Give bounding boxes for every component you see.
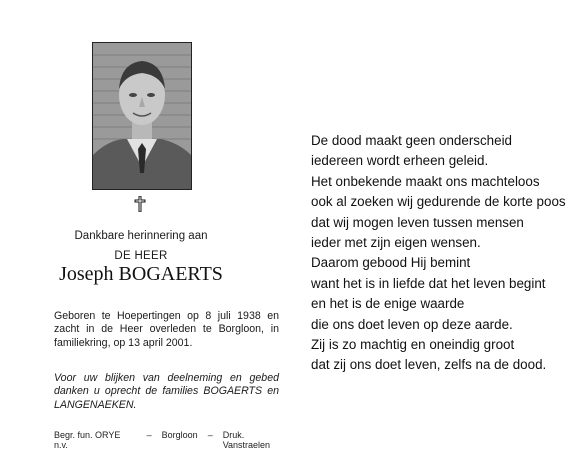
poem-line: Daarom gebood Hij bemint [311, 255, 471, 271]
cross-icon [134, 196, 146, 212]
poem-line: dat wij mogen leven tussen mensen [311, 214, 524, 230]
poem-line: en het is de enige waarde [311, 296, 465, 312]
separator: – [146, 430, 152, 440]
poem-line: dat zij ons doet leven, zelfs na de dood. [311, 357, 547, 373]
poem-line: die ons doet leven op deze aarde. [311, 316, 513, 332]
remembrance-heading: Dankbare herinnering aan [74, 230, 208, 242]
poem-line: ieder met zijn eigen wensen. [311, 235, 481, 251]
place-credit: Borgloon [161, 430, 198, 440]
poem-line: De dood maakt geen onderscheid [311, 133, 512, 148]
poem-line: iedereen wordt erheen geleid. [311, 153, 489, 169]
footer-credits [54, 430, 294, 450]
poem-line: ook al zoeken wij gedurende de korte poos [311, 194, 566, 210]
separator: – [207, 430, 213, 440]
thanks-text: Voor uw blijken van deelneming en gebed danken u oprecht de families BOGAERTS en LANGENAEKEN. [54, 372, 279, 411]
printer-credit: Druk. Vanstraelen [222, 430, 271, 450]
poem-line: Het onbekende maakt ons machteloos [311, 173, 540, 189]
honorific-title: DE HEER [114, 250, 168, 262]
biography-text: Geboren te Hoepertingen op 8 juli 1938 en zacht in de Heer overleden te Borgloon, in familiekring, op 13 april 2001. [54, 310, 279, 349]
poem [311, 131, 566, 376]
deceased-name: Joseph BOGAERTS [59, 263, 223, 285]
portrait-photo [92, 42, 192, 190]
undertaker-credit: Begr. fun. ORYE n.v. [54, 430, 121, 450]
poem-line: Zij is zo machtig en oneindig groot [311, 337, 515, 353]
poem-line: want het is in liefde dat het leven begint [311, 275, 546, 291]
